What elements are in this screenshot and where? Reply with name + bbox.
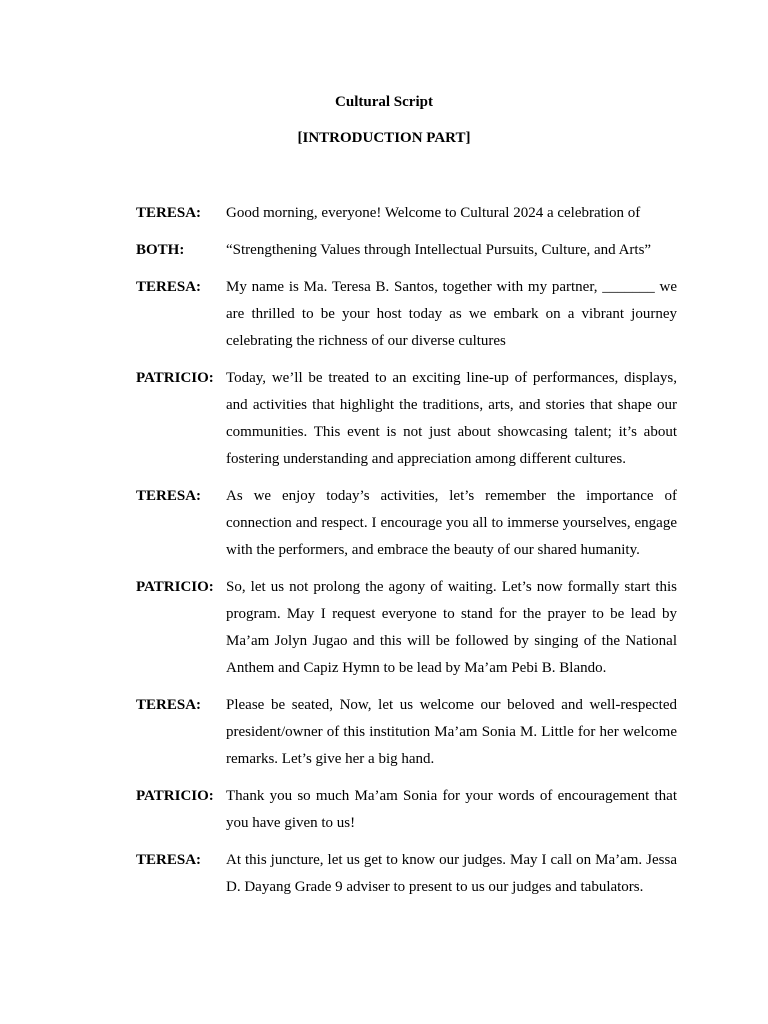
script-line — [136, 200, 677, 227]
speech-text: Thank you so much Ma’am Sonia for your words of encouragement that you have given to us! — [226, 788, 677, 831]
speaker-label: BOTH: — [136, 242, 185, 258]
script-body — [136, 200, 677, 911]
speech-text: Today, we’ll be treated to an exciting line-up of performances, displays, and activities that highlight the traditions, arts, and stories that shape our communities. This event is not just about showcasing talent; it’s about fostering understanding and appreciation among different cultures. — [226, 370, 677, 467]
speaker-label: TERESA: — [136, 697, 202, 713]
document-title: Cultural Script — [335, 94, 433, 110]
script-line — [136, 483, 677, 564]
script-line — [136, 692, 677, 773]
section-heading: [INTRODUCTION PART] — [297, 130, 471, 146]
speech-text: Please be seated, Now, let us welcome our beloved and well-respected president/owner of this institution Ma’am Sonia M. Little for her welcome remarks. Let’s give her a big hand. — [226, 697, 677, 767]
speaker-label: PATRICIO: — [136, 370, 214, 386]
script-line — [136, 574, 677, 682]
script-line — [136, 783, 677, 837]
script-line — [136, 237, 677, 264]
script-line — [136, 847, 677, 901]
speaker-label: PATRICIO: — [136, 579, 214, 595]
speaker-label: TERESA: — [136, 852, 202, 868]
speaker-label: TERESA: — [136, 205, 202, 221]
speaker-label: PATRICIO: — [136, 788, 214, 804]
script-line — [136, 274, 677, 355]
speech-text: My name is Ma. Teresa B. Santos, together with my partner, _______ we are thrilled to be your host today as we embark on a vibrant journey celebrating the richness of our diverse cultures — [226, 279, 677, 349]
speaker-label: TERESA: — [136, 488, 202, 504]
script-line — [136, 365, 677, 473]
speech-text: As we enjoy today’s activities, let’s remember the importance of connection and respect. I encourage you all to immerse yourselves, engage with the performers, and embrace the beauty of our shared humanity. — [226, 488, 677, 558]
speech-text: So, let us not prolong the agony of waiting. Let’s now formally start this program. May I request everyone to stand for the prayer to be lead by Ma’am Jolyn Jugao and this will be followed by singing of the National Anthem and Capiz Hymn to be lead by Ma’am Pebi B. Blando. — [226, 579, 677, 676]
speech-text: At this juncture, let us get to know our judges. May I call on Ma’am. Jessa D. Dayang Grade 9 adviser to present to us our judges and tabulators. — [226, 852, 677, 895]
speaker-label: TERESA: — [136, 279, 202, 295]
speech-text: Good morning, everyone! Welcome to Cultural 2024 a celebration of — [226, 205, 641, 221]
speech-text: “Strengthening Values through Intellectual Pursuits, Culture, and Arts” — [226, 242, 652, 258]
